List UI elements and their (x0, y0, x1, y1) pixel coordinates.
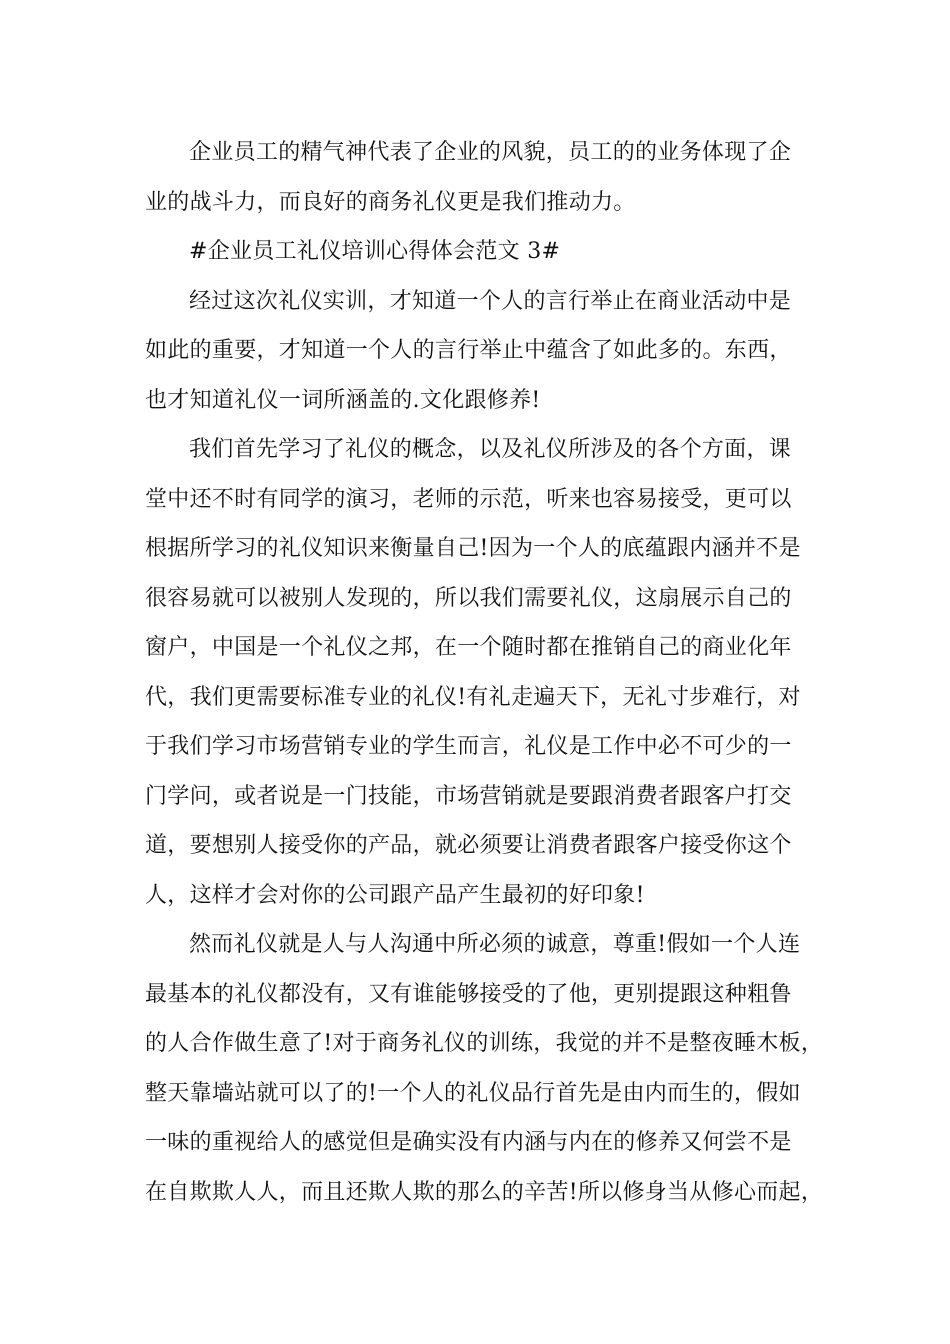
text-line: 企业员工的精气神代表了企业的风貌，员工的的业务体现了企 (189, 140, 792, 165)
text-line: 如此的重要，才知道一个人的言行举止中蕴含了如此多的。东西， (145, 338, 792, 363)
text-line: 然而礼仪就是人与人沟通中所必须的诚意，尊重!假如一个人连 (189, 932, 801, 957)
text-line: 经过这次礼仪实训，才知道一个人的言行举止在商业活动中是 (189, 288, 792, 314)
text-line: 代，我们更需要标准专业的礼仪!有礼走遍天下，无礼寸步难行，对 (145, 684, 801, 710)
text-line: 门学问，或者说是一门技能，市场营销就是要跟消费者跟客户打交 (145, 783, 792, 809)
text-line: 于我们学习市场营销专业的学生而言，礼仪是工作中必不可少的一 (145, 734, 792, 759)
text-line: 业的战斗力，而良好的商务礼仪更是我们推动力。 (145, 189, 636, 215)
text-line: 最基本的礼仪都没有，又有谁能够接受的了他，更别提跟这种粗鲁 (145, 981, 792, 1007)
text-line: 道，要想别人接受你的产品，就必须要让消费者跟客户接受你这个 (145, 833, 792, 858)
text-line: 整天靠墙站就可以了的!一个人的礼仪品行首先是由内而生的，假如 (145, 1080, 801, 1106)
text-line: 也才知道礼仪一词所涵盖的.文化跟修养! (145, 387, 541, 413)
text-line: 人，这样才会对你的公司跟产品产生最初的好印象! (145, 882, 645, 908)
heading-line: #企业员工礼仪培训心得体会范文 3# (189, 239, 561, 264)
text-line: 堂中还不时有同学的演习，老师的示范，听来也容易接受，更可以 (145, 486, 792, 512)
section-heading (145, 227, 809, 277)
paragraph (145, 128, 809, 227)
document-body (145, 128, 824, 1217)
text-line: 的人合作做生意了!对于商务礼仪的训练，我觉的并不是整夜睡木板， (145, 1031, 824, 1056)
text-line: 在自欺欺人人，而且还欺人欺的那么的辛苦!所以修身当从修心而起， (145, 1179, 824, 1205)
text-line: 我们首先学习了礼仪的概念，以及礼仪所涉及的各个方面，课 (189, 437, 792, 462)
paragraph (145, 277, 809, 426)
text-line: 很容易就可以被别人发现的，所以我们需要礼仪，这扇展示自己的 (145, 585, 792, 611)
paragraph (145, 920, 824, 1217)
paragraph (145, 425, 809, 920)
text-line: 根据所学习的礼仪知识来衡量自己!因为一个人的底蕴跟内涵并不是 (145, 536, 801, 561)
text-line: 一味的重视给人的感觉但是确实没有内涵与内在的修养又何尝不是 (145, 1130, 792, 1155)
text-line: 窗户，中国是一个礼仪之邦，在一个随时都在推销自己的商业化年 (145, 635, 792, 660)
